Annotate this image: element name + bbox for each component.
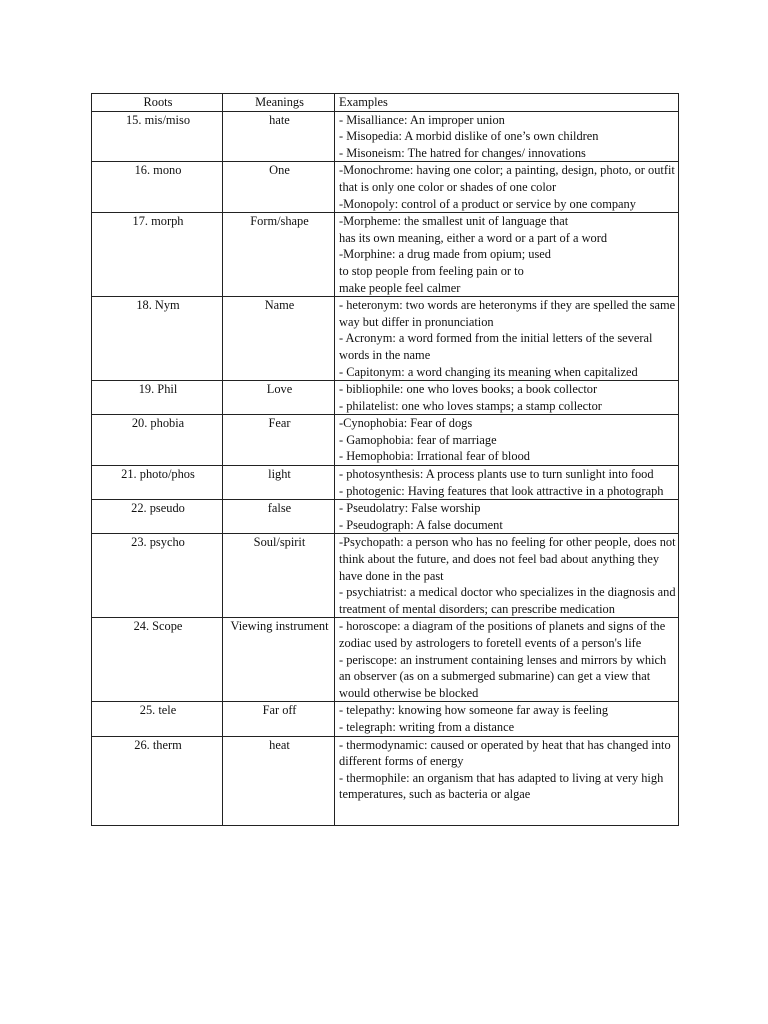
examples-cell: [335, 466, 679, 500]
table-row: [92, 736, 679, 825]
examples-cell: [335, 500, 679, 534]
root-cell: 16. mono: [92, 162, 223, 213]
example-line: -Monochrome: having one color; a painting, design, photo, or outfit that is only one color or shades of one color: [339, 163, 675, 194]
example-line: - heteronym: two words are heteronyms if they are spelled the same way but differ in pronunciation: [339, 298, 676, 329]
table-row: [92, 297, 679, 381]
table-row: [92, 466, 679, 500]
root-cell: 21. photo/phos: [92, 466, 223, 500]
examples-cell: [335, 618, 679, 702]
example-line: - photosynthesis: A process plants use to turn sunlight into food: [339, 467, 654, 482]
examples-cell: [335, 415, 679, 466]
example-line: - Acronym: a word formed from the initial letters of the several words in the name: [339, 331, 653, 362]
meaning-cell: Fear: [223, 415, 335, 466]
example-line: - philatelist: one who loves stamps; a stamp collector: [339, 398, 602, 413]
examples-cell: [335, 111, 679, 162]
example-line: - Misalliance: An improper union: [339, 112, 505, 127]
table-row: [92, 111, 679, 162]
examples-cell: [335, 381, 679, 415]
example-line: - periscope: an instrument containing lenses and mirrors by which an observer (as on a submerged submarine) can get a view that would otherwise be blocked: [339, 652, 667, 700]
example-line: -Morpheme: the smallest unit of language that: [339, 214, 569, 229]
table-row: [92, 381, 679, 415]
root-cell: 25. tele: [92, 702, 223, 736]
examples-cell: [335, 297, 679, 381]
example-line: - bibliophile: one who loves books; a book collector: [339, 382, 598, 397]
root-cell: 17. morph: [92, 213, 223, 297]
meaning-cell: Far off: [223, 702, 335, 736]
example-line: - Misoneism: The hatred for changes/ innovations: [339, 145, 586, 160]
meaning-cell: Viewing instrument: [223, 618, 335, 702]
example-line: - horoscope: a diagram of the positions of planets and signs of the zodiac used by astrologers to foretell events of a person's life: [339, 619, 666, 650]
examples-cell: [335, 213, 679, 297]
example-line: - telepathy: knowing how someone far away is feeling: [339, 703, 609, 718]
root-cell: 24. Scope: [92, 618, 223, 702]
table-row: [92, 618, 679, 702]
root-cell: 23. psycho: [92, 534, 223, 618]
meaning-cell: One: [223, 162, 335, 213]
root-cell: 20. phobia: [92, 415, 223, 466]
meaning-cell: Soul/spirit: [223, 534, 335, 618]
example-line: -Morphine: a drug made from opium; used: [339, 247, 551, 262]
meaning-cell: Name: [223, 297, 335, 381]
root-cell: 19. Phil: [92, 381, 223, 415]
example-line: - Capitonym: a word changing its meaning when capitalized: [339, 364, 638, 379]
example-line: to stop people from feeling pain or to: [339, 263, 524, 278]
root-cell: 15. mis/miso: [92, 111, 223, 162]
meaning-cell: Form/shape: [223, 213, 335, 297]
table-row: [92, 534, 679, 618]
example-line: - telegraph: writing from a distance: [339, 719, 515, 734]
example-line: -Monopoly: control of a product or service by one company: [339, 196, 636, 211]
example-line: - thermophile: an organism that has adapted to living at very high temperatures, such as bacteria or algae: [339, 770, 664, 802]
example-line: -Psychopath: a person who has no feeling for other people, does not think about the future, and does not feel bad about anything they have done in the past: [339, 535, 676, 583]
examples-cell: [335, 534, 679, 618]
example-line: - photogenic: Having features that look attractive in a photograph: [339, 483, 664, 498]
table-row: [92, 415, 679, 466]
table-row: [92, 500, 679, 534]
table-row: [92, 162, 679, 213]
header-roots: Roots: [92, 94, 223, 112]
example-line: has its own meaning, either a word or a part of a word: [339, 230, 608, 245]
example-line: - Gamophobia: fear of marriage: [339, 432, 497, 447]
examples-cell: [335, 702, 679, 736]
meaning-cell: false: [223, 500, 335, 534]
root-cell: 22. pseudo: [92, 500, 223, 534]
example-line: -Cynophobia: Fear of dogs: [339, 416, 473, 431]
example-line: make people feel calmer: [339, 280, 461, 295]
examples-cell: [335, 162, 679, 213]
meaning-cell: heat: [223, 736, 335, 825]
example-line: - Misopedia: A morbid dislike of one’s own children: [339, 129, 599, 144]
meaning-cell: Love: [223, 381, 335, 415]
example-line: - Pseudolatry: False worship: [339, 501, 481, 516]
word-roots-table: [91, 93, 679, 826]
examples-cell: [335, 736, 679, 825]
table-row: [92, 702, 679, 736]
table-body: [92, 111, 679, 825]
table-header-row: [92, 94, 679, 112]
table-row: [92, 213, 679, 297]
meaning-cell: light: [223, 466, 335, 500]
example-line: - Hemophobia: Irrational fear of blood: [339, 449, 530, 464]
header-examples: Examples: [335, 94, 679, 112]
example-line: - thermodynamic: caused or operated by heat that has changed into different forms of energy: [339, 737, 671, 769]
root-cell: 26. therm: [92, 736, 223, 825]
example-line: - Pseudograph: A false document: [339, 517, 503, 532]
root-cell: 18. Nym: [92, 297, 223, 381]
header-meanings: Meanings: [223, 94, 335, 112]
meaning-cell: hate: [223, 111, 335, 162]
example-line: - psychiatrist: a medical doctor who specializes in the diagnosis and treatment of mental disorders; can prescribe medication: [339, 585, 676, 616]
